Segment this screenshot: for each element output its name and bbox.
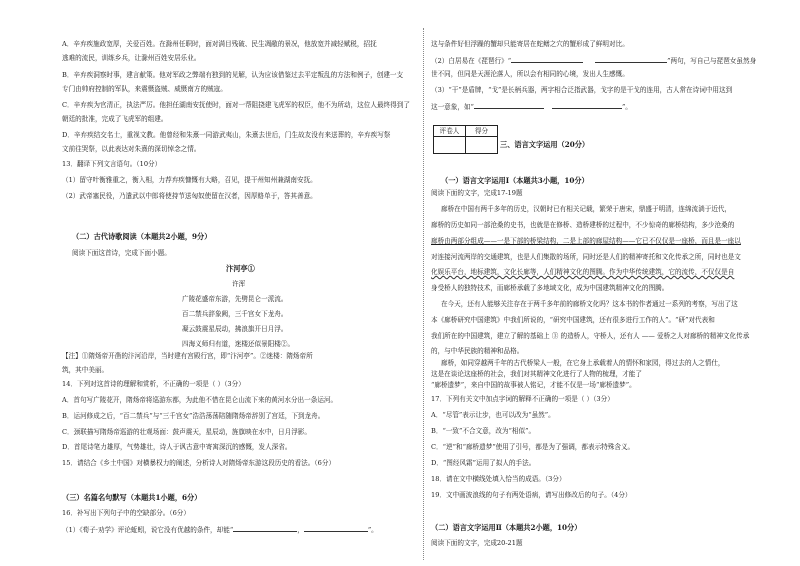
subsection2-title: （二）语言文字运用Ⅱ（本题共2小题，10分） <box>431 523 582 532</box>
q12-option-b-line2: 专门由帅府控制的军队，来震慑盗贼、威慑南方的贼寇。 <box>62 85 227 93</box>
q16-item-3-line2 <box>431 101 632 111</box>
poem-note-line1: 【注】①隋炀帝开凿的汴河沿岸，当时建有宫殿行宫，即“汴河亭”。②迷楼：隋炀帝所 <box>62 352 313 360</box>
q13-item-1: （1）留守叶衡雅重之，衡入相，力荐弃疾慷慨有大略，召见，提干州知州兼湖南安抚。 <box>62 176 317 184</box>
section-language-title: 三、语言文字运用（20分） <box>500 140 590 149</box>
q17-option-a: A．“尽管”表示让步，也可以改为“虽然”。 <box>431 411 555 419</box>
q12-option-b-line1: B．辛弃疾洞察时事，建言献策。他对军政之弊端有独到的见解，认为应该借鉴过去平定叛乱的方法和例子，创建一支 <box>62 71 404 79</box>
q16-item-3-line1: （3）“干”是盾牌，“戈”是长柄兵器，两字相合泛指武器，戈字的是干戈的连用，古人常在诗词中用这到 <box>431 86 733 94</box>
passage-line-2: 廊桥的历史如同一部沧桑的史书，也就是在修桥、造桥建桥的过程中，不少惊奇的廊桥结构，多少沧桑的 <box>431 221 735 229</box>
subsection1-title: （一）语言文字运用Ⅰ（本题共3小题，10分） <box>441 176 589 185</box>
score-box-grader-field[interactable] <box>434 138 465 152</box>
passage-line-1: 廊桥在中国有两千多年的历史，汉朝时已有相关记载，繁荣于唐宋，鼎盛于明清，连绵流淌于近代， <box>441 205 732 213</box>
poem-author: 许浑 <box>232 280 246 288</box>
q16-item-1-end: ”。 <box>367 526 378 534</box>
q12-option-d-line1: D．辛弃疾结交名士，重视文教。他曾经和朱熹一同游武夷山，朱熹去世后，门生故友没有来送葬的，辛弃疾写祭 <box>62 131 391 139</box>
score-box-score-field[interactable] <box>466 138 497 152</box>
q16-item-1-sep: ， <box>297 526 304 534</box>
poem-note-line2: 筑，其中美丽。 <box>62 366 109 374</box>
q14-prompt: 14．下列对这首诗的理解和赏析，不正确的一项是（ ）（3分） <box>62 380 245 388</box>
passage-line-13: “廊桥遗梦”，来自中国的故事被人铭记，才能不仅是一场“廊桥遗梦”。 <box>431 381 636 389</box>
passage-line-6: 身受桥人的独特技术，而廊桥承载了多地域文化，成为中国建筑精神文化的图腾。 <box>431 284 669 292</box>
section2-intro: 阅读下面这首诗，完成下面小题。 <box>72 249 171 257</box>
q12-option-c-line2: 朝廷的批准，完成了飞虎军的组建。 <box>62 115 168 123</box>
q19-prompt: 19．文中画波浪线的句子有两处语病，请写出修改后的句子。（4分） <box>431 491 632 499</box>
q16-blank-1[interactable] <box>233 524 297 532</box>
section3-title: （三）名篇名句默写（本题共1小题，6分） <box>62 493 202 502</box>
q14-option-a: A．首句写广陵花开，隋炀帝将巡游东都，为此他不惜在昆仑山流下来的黄河水分出一条运河。 <box>62 396 338 404</box>
section2-title: （二）古代诗歌阅读（本题共2小题，9分） <box>72 232 212 241</box>
q14-option-c: C．颈联描写隋炀帝巡游的壮观场面：鼓声震天，星辰动，旌旗映在水中，日月浮影。 <box>62 428 312 436</box>
subsection2-intro: 阅读下面的文字，完成20-21题 <box>431 539 523 547</box>
passage-line-5: 化娱乐平台，地标建筑，文化长廊等，人们精神文化的图腾。作为中华传统建筑，它的流传，不仅仅是自 <box>431 268 735 276</box>
poem-line-4: 四海义师归有道，迷楼还似景阳楼②。 <box>182 340 295 348</box>
q12-option-a-line1: A．辛弃疾施政宽厚，关爱百姓。在滁州任职时，面对满目残破、民生凋敝的景况，他放宽并减轻赋税，招抚 <box>62 40 377 48</box>
q16-item-2-line2: 世不同，但同是天涯沦落人，所以会有相同的心境，发出人生感慨。 <box>431 70 629 78</box>
q16-blank-2[interactable] <box>304 524 368 532</box>
q12-option-d-line2: 文前往哭祭，以此表达对朱熹的深切悼念之情。 <box>62 145 201 153</box>
q16-continued: 这与条件好但浮躁的蟹却只能寄居在蛇鳝之穴的蟹形成了鲜明对比。 <box>431 40 629 48</box>
q17-prompt: 17．下列有关文中加点字词的解释不正确的一项是（ ）（3分） <box>431 395 614 403</box>
poem-line-3: 凝云鼓震星辰动，拂浪旗开日月浮。 <box>182 325 288 333</box>
poem-line-2: 百二禁兵辞象阙，三千宫女下龙舟。 <box>182 310 288 318</box>
passage-line-11: 廊桥，如同穿越两千年的古代桥梁人一般，在它身上承载着人的情怀和家园，得过去的人之情仕， <box>441 359 725 367</box>
q16-item-3-end: ”。 <box>621 103 632 111</box>
q16-blank-5[interactable] <box>474 101 544 109</box>
q16-item-2-text: （2）白居易在《琵琶行》“ <box>431 57 512 65</box>
passage-line-10: 的，与中华民族的精神和品格。 <box>431 347 524 355</box>
q17-option-b: B．“一致”不合文意，改为“相似”。 <box>431 427 536 435</box>
q18-prompt: 18．请在文中横线处填入恰当的成语。（3分） <box>431 475 566 483</box>
q16-item-2-line1 <box>431 55 756 65</box>
poem-title: 汴河亭① <box>226 264 255 273</box>
q16-item-3-text: 这一意象，如“ <box>431 103 474 111</box>
score-box-score-label: 得分 <box>474 127 489 135</box>
score-box <box>433 125 498 154</box>
q16-blank-4[interactable] <box>595 55 667 63</box>
q13-item-2: （2）武帝塞民役，乃遣武以中郎将使持节送匈奴使留在汉者，因厚赂单于，答其善意。 <box>62 192 317 200</box>
q16-blank-6[interactable] <box>552 101 622 109</box>
subsection1-intro: 阅读下面的文字，完成17-19题 <box>431 189 523 197</box>
passage-line-12: 这是在谈论这座桥的社会，我们对其精神文化进行了人物的梳理，才能了 <box>431 370 642 378</box>
q13-prompt: 13．翻译下列文言语句。（10分） <box>62 160 162 168</box>
passage-line-4: 对连接河流两岸的交通建筑，也是人们集散的场所，同时还是人们的精神寄托和文化传承之所，同时也是文 <box>431 253 741 261</box>
q12-option-c-line1: C．辛弃疾为官清正，执法严厉。他担任湖南安抚使时，面对一帮阻挠建飞虎军的权臣，他不为所动，这位人最终得到了 <box>62 101 410 109</box>
score-box-grader-label: 评卷人 <box>439 127 460 135</box>
q17-option-c: C．“逆”和“廊桥遗梦”使用了引号，都是为了强调，都表示特殊含义。 <box>431 443 635 451</box>
column-divider <box>423 28 424 560</box>
q17-option-d: D．“图经风霜”运用了拟人的手法。 <box>431 459 536 467</box>
passage-line-7: 在今天，还有人能够关注存在于两千多年前的廊桥文化吗？这本书的作者通过一系列的考察，写出了这 <box>441 300 738 308</box>
passage-line-8: 本《廊桥研究中国建筑》中我们所说的，“研究中国建筑，还有很多进行工作的人”。“研”对代表和 <box>431 316 715 324</box>
passage-line-9: 我们所在的中国建筑，建立了解的基础上 ③ 的造桥人，守桥人，还有人 —— 爱桥之人对廊桥的精神文化传承 <box>431 332 750 340</box>
q14-option-d: D．首尾诗笔力雄厚，气势雄壮，诗人于讽古意中寄寓深沉的感慨，发人深省。 <box>62 443 292 451</box>
passage-line-3: 廊桥由两部分组成——一是下部的桥梁结构，二是上部的廊屋结构——它已不仅仅是一座桥，而且是一座以 <box>431 237 741 245</box>
q16-item-1-text: （1）《荀子·劝学》评论蚯蚓，说它没有优越的条件，却能“ <box>62 526 234 534</box>
q16-prompt: 16．补写出下列句子中的空缺部分。（6分） <box>62 509 190 517</box>
q16-blank-3[interactable] <box>511 55 583 63</box>
q16-item-1 <box>62 524 378 534</box>
q16-item-2-mid: ”两句，写自己与琵琶女虽然身 <box>667 57 757 65</box>
q14-option-b: B．运河修成之后，“百二禁兵”与“三千宫女”浩浩荡荡陪随隋炀帝辞别了宫廷，下到龙舟。 <box>62 412 325 420</box>
q12-option-a-line2: 逃难的流民，训练乡兵，让滁州百姓安居乐业。 <box>62 54 201 62</box>
q15-prompt: 15．请结合《乡土中国》对横暴权力的阐述，分析诗人对隋炀帝东游这段历史的看法。（6分） <box>62 459 336 467</box>
poem-line-1: 广陵花盛帝东游，先劈昆仑一派流。 <box>182 295 288 303</box>
